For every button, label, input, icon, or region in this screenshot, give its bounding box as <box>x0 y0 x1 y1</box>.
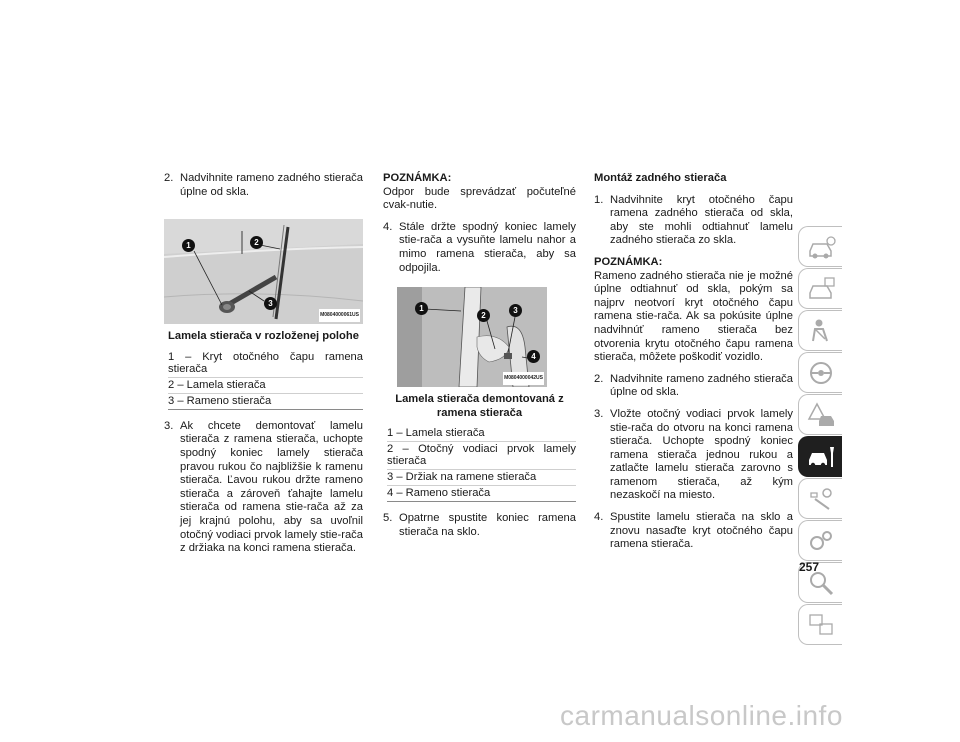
step-1-right <box>594 194 793 248</box>
section-heading: Montáž zadného stierača <box>594 172 727 184</box>
step-number: 2. <box>164 172 174 184</box>
figure-caption: Lamela stierača v rozloženej polohe <box>168 330 359 343</box>
step-text: Spustite lamelu stierača na sklo a znovu nasaďte kryt otočného čapu ramena stierača. <box>610 511 793 551</box>
legend-item: 3 – Rameno stierača <box>168 394 363 410</box>
callout-4: 4 <box>527 350 540 363</box>
step-text: Opatrne spustite koniec ramena stierača na sklo. <box>399 512 576 538</box>
step-number: 2. <box>594 372 604 385</box>
step-text: Vložte otočný vodiaci prvok lamely stie-rača do otvoru na konci ramena stierača. Uchopte spodný koniec ramena stierača jednou rukou a zatlačte lamelu stierača zarovno s ramenom stierača, až kým nezaskočí na miesto. <box>610 407 793 502</box>
step-number: 3. <box>594 407 604 420</box>
figure-wiper-raised <box>164 219 363 324</box>
note-body: Rameno zadného stierača nie je možné úplne odtiahnuť od skla, pokým sa najprv neotvorí kryt otočného čapu ramena stie-rača. Ak sa pokúsite úplne nadvihnúť rameno stierača bez otvorenia krytu otočného čapu ramena stierača, môžete poškodiť vozidlo. <box>594 269 793 364</box>
step-number: 5. <box>383 512 393 525</box>
callout-1: 1 <box>182 239 195 252</box>
step-number: 3. <box>164 419 174 432</box>
tab-languages[interactable] <box>798 604 842 645</box>
car-info-icon <box>807 233 837 261</box>
note-heading: POZNÁMKA: <box>383 172 452 184</box>
step-number: 1. <box>594 193 604 206</box>
step-text: Nadvihnite rameno zadného stierača úplne od skla. <box>610 372 793 399</box>
column-middle <box>383 172 576 548</box>
steering-wheel-icon <box>807 359 837 387</box>
callout-2: 2 <box>250 236 263 249</box>
tab-car-safety[interactable] <box>798 268 842 309</box>
callout-1: 1 <box>415 302 428 315</box>
column-left <box>164 172 363 564</box>
page-number: 257 <box>799 560 820 574</box>
figure-legend <box>168 350 363 410</box>
step-text: Ak chcete demontovať lamelu stierača z ramena stierača, uchopte spodný koniec lamely stierača pravou rukou čo najbližšie k ramenu stierača. Ľavou rukou držte rameno stierača a zároveň ťahajte lamelu stierača od ramena stie-rača až za jej krajnú polohu, aby sa uvoľnil otočný vodiaci prvok lamely stie-rača z držiaka na konci ramena stierača. <box>180 419 363 555</box>
tab-car-service[interactable] <box>798 436 842 477</box>
step-number: 4. <box>594 511 604 524</box>
step-3-left <box>164 420 363 556</box>
note-heading: POZNÁMKA: <box>594 255 663 268</box>
callout-3: 3 <box>264 297 277 310</box>
step-4-right <box>594 511 793 552</box>
figure-legend <box>387 426 576 502</box>
step-4-middle <box>383 221 576 275</box>
tab-tools[interactable] <box>798 478 842 519</box>
step-number: 4. <box>383 220 393 233</box>
tab-settings[interactable] <box>798 520 842 561</box>
tab-car-info[interactable] <box>798 226 842 267</box>
languages-icon <box>807 611 837 639</box>
callout-3: 3 <box>509 304 522 317</box>
legend-item: 1 – Kryt otočného čapu ramena stierača <box>168 350 363 378</box>
car-service-icon <box>807 443 837 471</box>
legend-item: 1 – Lamela stierača <box>387 426 576 442</box>
note-body: Odpor bude sprevádzať počuteľné cvak-nutie. <box>383 185 576 212</box>
warning-car-icon <box>807 401 837 429</box>
tab-steering[interactable] <box>798 352 842 393</box>
figure-wiper-removed <box>397 287 547 387</box>
car-safety-icon <box>807 275 837 303</box>
step-3-right <box>594 408 793 503</box>
legend-item: 3 – Držiak na ramene stierača <box>387 470 576 486</box>
figure-caption: Lamela stierača demontovaná z ramena stierača <box>395 393 564 419</box>
column-right <box>594 172 793 560</box>
step-text: Nadvihnite rameno zadného stierača úplne od skla. <box>180 172 363 198</box>
figure-code: M0804000042US <box>503 372 544 386</box>
tab-seatbelt[interactable] <box>798 310 842 351</box>
tab-warning[interactable] <box>798 394 842 435</box>
step-2-right <box>594 373 793 400</box>
step-text: Nadvihnite kryt otočného čapu ramena zadného stierača od skla, aby ste mohli odtiahnuť lamelu zadného stierača zo skla. <box>610 193 793 247</box>
figure-code: M0804000061US <box>319 309 360 323</box>
step-5-middle <box>383 512 576 539</box>
wrench-tools-icon <box>807 485 837 513</box>
watermark: carmanualsonline.info <box>560 700 843 731</box>
legend-item: 2 – Lamela stierača <box>168 378 363 394</box>
legend-item: 2 – Otočný vodiaci prvok lamely stierača <box>387 442 576 470</box>
callout-2: 2 <box>477 309 490 322</box>
step-text: Stále držte spodný koniec lamely stie-rača a vysuňte lamelu nahor a mimo ramena stierača, aby sa odpojila. <box>399 220 576 274</box>
settings-gears-icon <box>807 527 837 555</box>
legend-item: 4 – Rameno stierača <box>387 486 576 502</box>
step-2-left <box>164 172 363 199</box>
seatbelt-icon <box>807 317 837 345</box>
chapter-tabs <box>798 226 842 646</box>
